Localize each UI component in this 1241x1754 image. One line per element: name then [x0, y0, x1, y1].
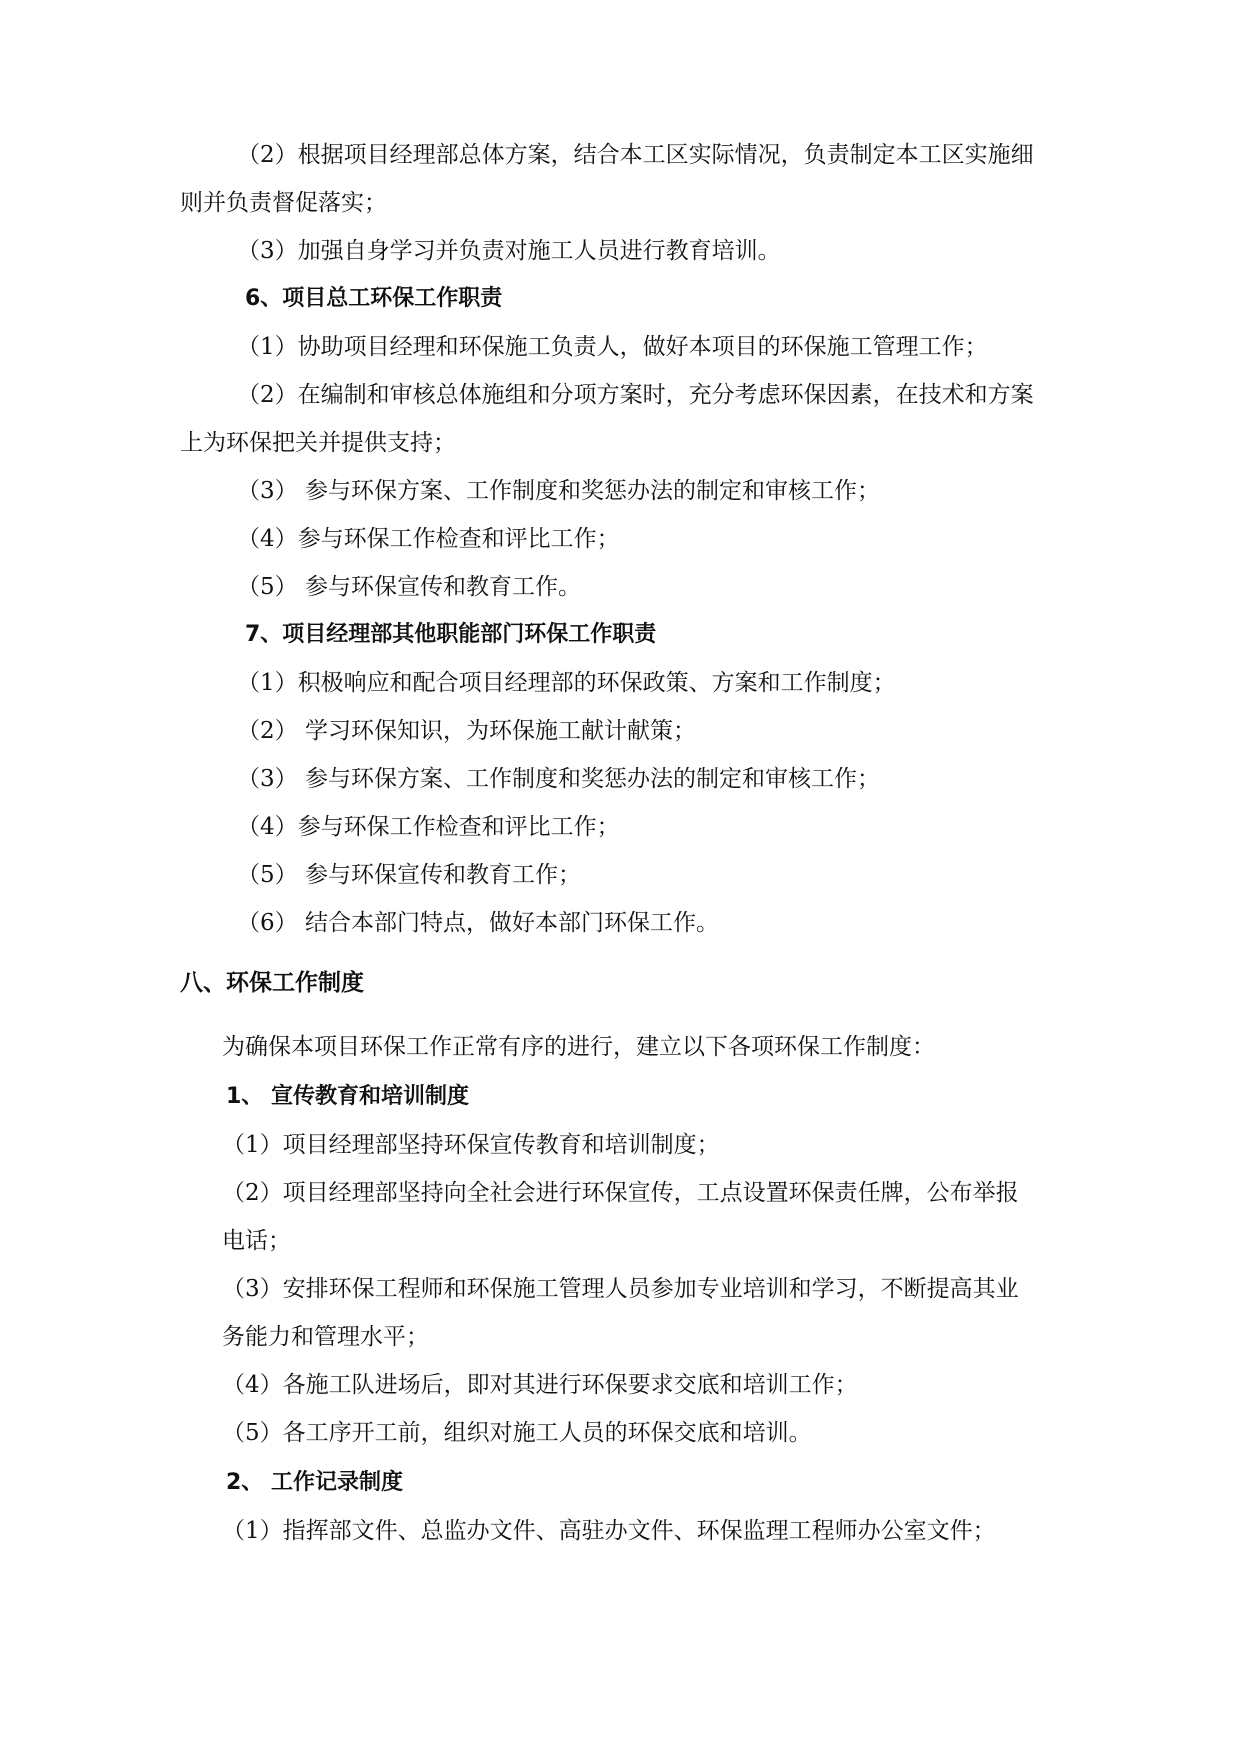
section-heading: 6、项目总工环保工作职责: [245, 286, 503, 311]
paragraph-line: 务能力和管理水平；: [222, 1324, 429, 1350]
paragraph-line: （3） 参与环保方案、工作制度和奖惩办法的制定和审核工作；: [237, 478, 880, 504]
paragraph-line: （1）项目经理部坚持环保宣传教育和培训制度；: [222, 1132, 720, 1158]
paragraph-line: （2）根据项目经理部总体方案，结合本工区实际情况，负责制定本工区实施细: [237, 142, 1034, 168]
paragraph-line: （6） 结合本部门特点，做好本部门环保工作。: [237, 910, 719, 936]
paragraph-line: （5） 参与环保宣传和教育工作；: [237, 862, 581, 888]
paragraph-line: （1）协助项目经理和环保施工负责人，做好本项目的环保施工管理工作；: [237, 334, 988, 360]
paragraph-line: （3）加强自身学习并负责对施工人员进行教育培训。: [237, 238, 781, 264]
paragraph-line: （4）参与环保工作检查和评比工作；: [237, 526, 620, 552]
paragraph-line: （3） 参与环保方案、工作制度和奖惩办法的制定和审核工作；: [237, 766, 880, 792]
section-heading: 7、项目经理部其他职能部门环保工作职责: [245, 622, 657, 647]
paragraph-line: （4）参与环保工作检查和评比工作；: [237, 814, 620, 840]
paragraph-line: （5）各工序开工前，组织对施工人员的环保交底和培训。: [222, 1420, 812, 1446]
section-heading: 2、 工作记录制度: [226, 1470, 403, 1495]
paragraph-line: （1）指挥部文件、总监办文件、高驻办文件、环保监理工程师办公室文件；: [222, 1518, 996, 1544]
paragraph-line: （4）各施工队进场后，即对其进行环保要求交底和培训工作；: [222, 1372, 858, 1398]
paragraph-line: （2） 学习环保知识，为环保施工献计献策；: [237, 718, 696, 744]
section-heading: 1、 宣传教育和培训制度: [226, 1084, 469, 1109]
paragraph-line: （2）项目经理部坚持向全社会进行环保宣传，工点设置环保责任牌，公布举报: [222, 1180, 1019, 1206]
chapter-heading: 八、环保工作制度: [180, 970, 364, 996]
paragraph-line: 为确保本项目环保工作正常有序的进行，建立以下各项环保工作制度：: [222, 1034, 935, 1060]
paragraph-line: （3）安排环保工程师和环保施工管理人员参加专业培训和学习，不断提高其业: [222, 1276, 1019, 1302]
paragraph-line: （2）在编制和审核总体施组和分项方案时，充分考虑环保因素，在技术和方案: [237, 382, 1034, 408]
paragraph-line: （5） 参与环保宣传和教育工作。: [237, 574, 581, 600]
paragraph-line: 上为环保把关并提供支持；: [180, 430, 456, 456]
paragraph-line: 则并负责督促落实；: [180, 190, 387, 216]
paragraph-line: 电话；: [222, 1228, 291, 1254]
paragraph-line: （1）积极响应和配合项目经理部的环保政策、方案和工作制度；: [237, 670, 896, 696]
